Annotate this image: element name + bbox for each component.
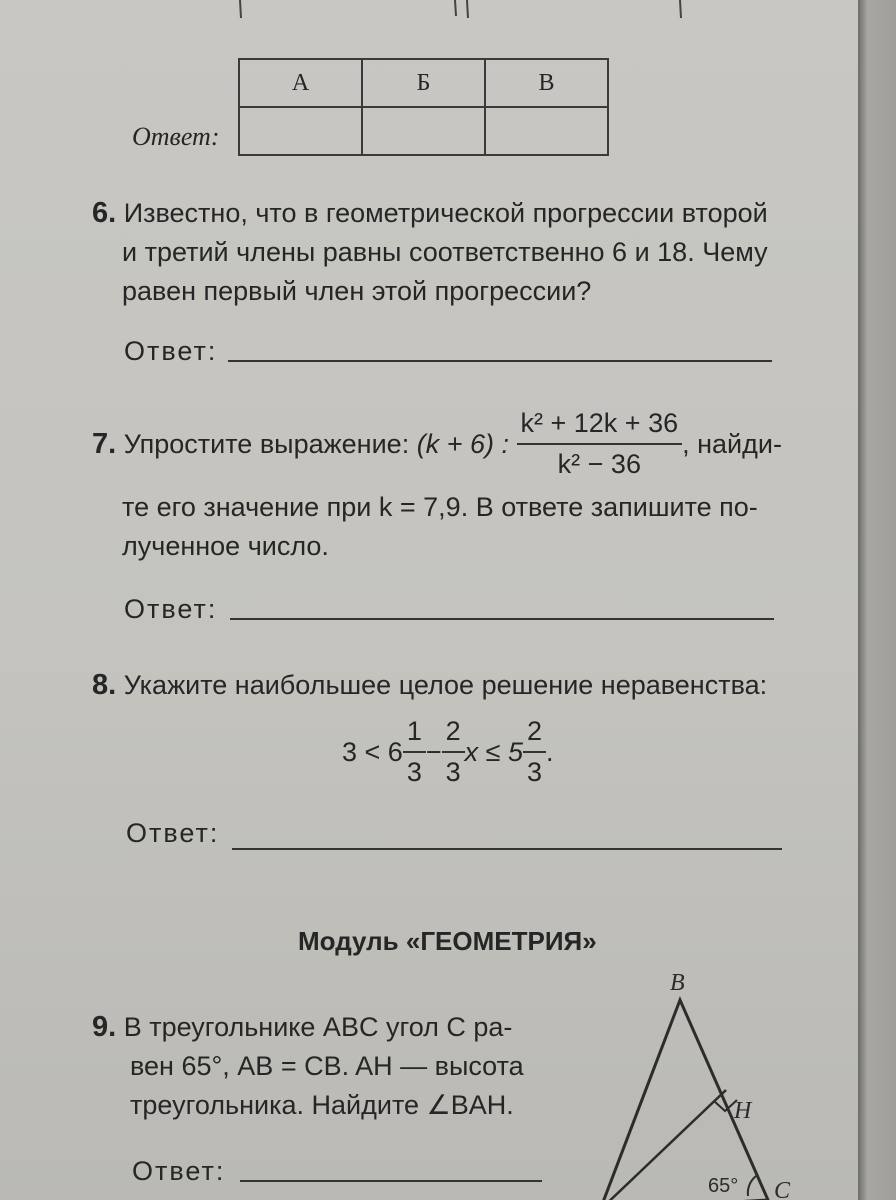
previous-task-marks (0, 0, 858, 30)
table-header-v: В (485, 59, 608, 107)
task-9-answer-line[interactable] (240, 1180, 542, 1182)
triangle-figure (560, 960, 858, 1200)
task-7-number: 7. (92, 427, 117, 460)
task-7-denominator: k² − 36 (557, 449, 641, 479)
task-7-expr-left: (k + 6) : (416, 428, 509, 459)
adjacent-page-edge (858, 0, 896, 1200)
table-answer-label: Ответ: (132, 122, 220, 151)
task-8-answer-label: Ответ: (126, 818, 220, 848)
vertex-label-c: C (774, 1178, 791, 1200)
task-8-text: Укажите наибольшее целое решение неравенства: (123, 670, 768, 700)
task-8-line-1 (92, 666, 767, 705)
ineq-f2-num: 2 (442, 712, 465, 753)
angle-label: 65° (708, 1175, 739, 1197)
task-9-number: 9. (92, 1011, 117, 1043)
table-answer-cell-b[interactable] (362, 107, 485, 155)
answer-table (238, 58, 609, 156)
task-9-line-3: треугольника. Найдите ∠BAH. (130, 1090, 514, 1120)
task-7-fraction (517, 404, 683, 484)
ineq-f2-den: 3 (445, 757, 461, 787)
table-answer-cell-v[interactable] (485, 107, 608, 155)
task-6-line-3: равен первый член этой прогрессии? (122, 276, 592, 306)
ineq-end: . (546, 736, 554, 767)
task-9-text-1: В треугольнике ABC угол C ра- (123, 1012, 513, 1042)
ineq-mid: x ≤ 5 (464, 736, 523, 767)
task-7-line-1 (92, 404, 782, 484)
ineq-fraction-2 (442, 712, 465, 792)
task-6-number: 6. (92, 197, 117, 229)
ineq-f1-num: 1 (403, 712, 426, 753)
task-6-text-1: Известно, что в геометрической прогрессии второй (123, 198, 768, 228)
task-9-answer-label: Ответ: (132, 1156, 226, 1186)
ineq-fraction-1 (403, 712, 426, 792)
vertex-label-b: B (670, 970, 685, 996)
ineq-f3-den: 3 (527, 757, 543, 787)
table-header-b: Б (362, 59, 485, 107)
ineq-start: 3 < 6 (342, 736, 403, 767)
task-7-answer-label: Ответ: (124, 594, 218, 624)
task-7-line-3: лученное число. (122, 531, 329, 561)
ineq-fraction-3 (523, 712, 546, 792)
task-8-number: 8. (92, 669, 117, 701)
task-9-line-2: вен 65°, AB = CB. AH — высота (130, 1051, 524, 1081)
task-7-numerator: k² + 12k + 36 (517, 404, 683, 445)
task-6-answer-line[interactable] (228, 360, 772, 362)
task-7 (92, 404, 782, 566)
task-6-answer-label: Ответ: (124, 336, 218, 366)
task-9 (92, 1008, 524, 1125)
task-8-answer-line[interactable] (232, 848, 782, 850)
table-answer-cell-a[interactable] (239, 107, 362, 155)
table-header-a: А (239, 59, 362, 107)
ineq-f1-den: 3 (406, 757, 422, 787)
ineq-f3-num: 2 (523, 712, 546, 753)
module-title: Модуль «ГЕОМЕТРИЯ» (298, 926, 597, 956)
task-6-line-1 (92, 194, 768, 233)
task-7-suffix: , найди- (682, 428, 782, 459)
task-7-prefix: Упростите выражение: (123, 428, 410, 459)
vertex-label-h: H (734, 1098, 752, 1124)
task-7-answer-line[interactable] (230, 618, 774, 620)
task-6 (92, 194, 768, 311)
task-8-inequality (342, 712, 554, 792)
task-6-line-2: и третий члены равны соответственно 6 и 18. Чему (122, 237, 768, 267)
ineq-minus: − (425, 736, 442, 767)
task-7-line-2: те его значение при k = 7,9. В ответе запишите по- (122, 492, 758, 522)
task-9-line-1 (92, 1008, 524, 1047)
task-8 (92, 666, 767, 705)
